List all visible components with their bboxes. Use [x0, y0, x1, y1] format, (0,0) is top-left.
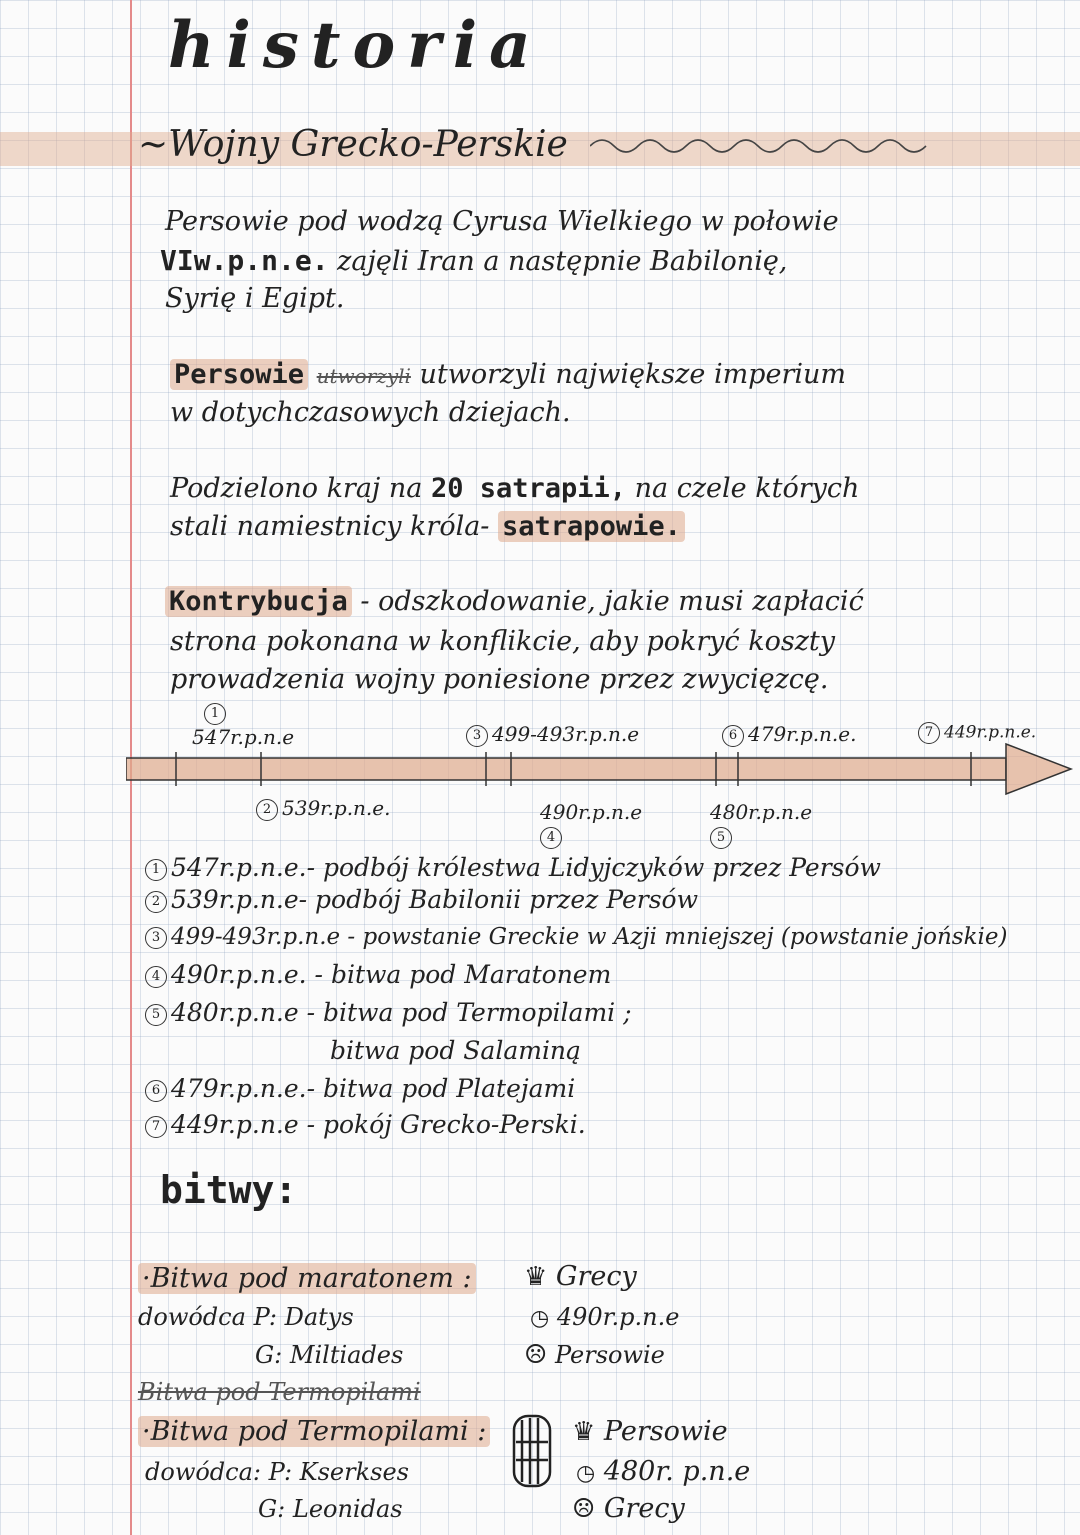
event-text: 449r.p.n.e - pokój Grecko-Perski.: [171, 1110, 586, 1139]
event-text: 479r.p.n.e.- bitwa pod Platejami: [171, 1074, 576, 1103]
event-6: [145, 1074, 575, 1104]
battle2-commander: [145, 1455, 409, 1489]
event-text: 539r.p.n.e- podbój Babilonii przez Persów: [171, 885, 698, 914]
para2-line1: [170, 358, 846, 393]
para2-line2: w dotychczasowych dziejach.: [170, 397, 571, 428]
timeline-label-2: 539r.p.n.e.: [282, 796, 391, 820]
event-num: 2: [145, 891, 167, 913]
subtitle: ~Wojny Grecko-Perskie: [138, 124, 568, 165]
battle2-persian-commander: P: Kserkses: [268, 1458, 409, 1486]
battle1-persian-commander: P: Datys: [253, 1303, 354, 1331]
timeline-label-5: 480r.p.n.e: [710, 800, 813, 824]
timeline-marker-3: [466, 722, 639, 747]
timeline-num-3: 3: [466, 725, 488, 747]
timeline-marker-1: [192, 700, 294, 749]
event-3: [145, 922, 1007, 952]
sad-face-icon: ☹: [524, 1340, 548, 1370]
event-num: 1: [145, 859, 167, 881]
para2-rest: utworzyli największe imperium: [419, 359, 846, 390]
event-5b: [330, 1036, 581, 1066]
clock-icon: ◷: [576, 1461, 596, 1486]
battle2-loser: [572, 1492, 685, 1526]
para1-bold: VIw.p.n.e.: [160, 244, 329, 277]
timeline-num-2: 2: [256, 799, 278, 821]
timeline-label-1: 547r.p.n.e: [192, 724, 295, 749]
event-num: 3: [145, 927, 167, 949]
battle1-date: [530, 1300, 679, 1336]
crown-icon: ♛: [524, 1262, 548, 1292]
timeline-num-5: 5: [710, 827, 732, 849]
event-4: [145, 960, 611, 990]
timeline-marker-7: [918, 722, 1036, 744]
para3-text-a: Podzielono kraj na: [170, 473, 423, 504]
battle1-loser-text: Persowie: [554, 1341, 665, 1369]
timeline-marker-5: [710, 800, 812, 849]
battle2-title: ·Bitwa pod Termopilami :: [138, 1416, 490, 1447]
para1-line2-text: zajęli Iran a następnie Babilonię,: [337, 246, 788, 277]
battles-heading: bitwy:: [160, 1168, 298, 1212]
timeline-marker-4: [540, 800, 642, 849]
battle1-greek-commander: G: Miltiades: [255, 1341, 404, 1369]
para4-bold: Kontrybucja: [165, 586, 352, 617]
event-text: 480r.p.n.e - bitwa pod Termopilami ;: [171, 998, 632, 1027]
battle2-name: [138, 1415, 490, 1449]
timeline-label-3: 499-493r.p.n.e: [492, 722, 640, 746]
timeline-num-7: 7: [918, 722, 940, 744]
para4-line3: prowadzenia wojny poniesione przez zwycięzcę.: [170, 664, 829, 695]
para2-struck: utworzyli: [316, 364, 411, 388]
timeline-label-7: 449r.p.n.e.: [944, 722, 1037, 743]
scribble-icon: [510, 1412, 554, 1490]
timeline-num-4: 4: [540, 827, 562, 849]
para3-line1: [170, 472, 859, 506]
clock-icon: ◷: [530, 1306, 550, 1331]
event-num: 5: [145, 1004, 167, 1026]
battle1-name: [138, 1262, 476, 1296]
para3-bold1: 20 satrapii,: [430, 473, 627, 504]
timeline-marker-6: [722, 722, 857, 747]
battle2-date: [576, 1455, 750, 1491]
battle1-date-text: 490r.p.n.e: [556, 1303, 680, 1331]
event-num: 6: [145, 1080, 167, 1102]
para1-line1: Persowie pod wodzą Cyrusa Wielkiego w połowie: [165, 206, 839, 237]
sad-face-icon: ☹: [572, 1494, 596, 1524]
timeline-marker-2: [256, 796, 391, 821]
battle1-winner: [524, 1260, 637, 1294]
battle2-winner-text: Persowie: [603, 1416, 728, 1447]
wavy-decoration: [590, 128, 930, 158]
timeline-label-6: 479r.p.n.e.: [748, 722, 857, 746]
event-5: [145, 998, 632, 1028]
event-num: 4: [145, 966, 167, 988]
event-num: 7: [145, 1116, 167, 1138]
para1-line3: Syrię i Egipt.: [165, 283, 345, 314]
battle1-title: ·Bitwa pod maratonem :: [138, 1263, 476, 1294]
timeline-label-4: 490r.p.n.e: [540, 800, 643, 824]
event-text: bitwa pod Salaminą: [330, 1036, 581, 1065]
event-text: 490r.p.n.e. - bitwa pod Maratonem: [171, 960, 612, 989]
battle1-commander-label: dowódca: [138, 1303, 246, 1331]
battle2-commander-label: dowódca:: [145, 1458, 262, 1486]
event-text: 499-493r.p.n.e - powstanie Greckie w Azji mniejszej (powstanie jońskie): [171, 924, 1008, 950]
para3-text-c: stali namiestnicy króla-: [170, 511, 490, 542]
para4-line1: [165, 585, 864, 619]
battle1-commander: [138, 1300, 354, 1334]
battle2-loser-text: Grecy: [603, 1493, 685, 1524]
para2-bold: Persowie: [170, 359, 308, 390]
para3-bold2: satrapowie.: [498, 511, 685, 542]
battle2-date-text: 480r. p.n.e: [603, 1456, 751, 1487]
event-2: [145, 885, 698, 915]
para4-line2: strona pokonana w konflikcie, aby pokryć koszty: [170, 626, 836, 657]
battle1-loser: [524, 1338, 665, 1372]
event-text: 547r.p.n.e.- podbój królestwa Lidyjczyków przez Persów: [171, 853, 881, 882]
crown-icon: ♛: [572, 1417, 596, 1447]
timeline-num-6: 6: [722, 725, 744, 747]
para4-text1: - odszkodowanie, jakie musi zapłacić: [360, 586, 864, 617]
para1-line2: [160, 244, 787, 279]
page-title: historia: [168, 8, 543, 83]
para3-line2: [170, 510, 685, 544]
timeline-num-1: 1: [204, 703, 226, 725]
battle2-greek-commander: G: Leonidas: [258, 1495, 403, 1523]
event-7: [145, 1110, 586, 1140]
struck-line: Bitwa pod Termopilami: [138, 1378, 421, 1406]
battle2-winner: [572, 1415, 728, 1449]
battle1-winner-text: Grecy: [555, 1261, 637, 1292]
event-1: [145, 853, 881, 883]
para3-text-b: na czele których: [634, 473, 860, 504]
